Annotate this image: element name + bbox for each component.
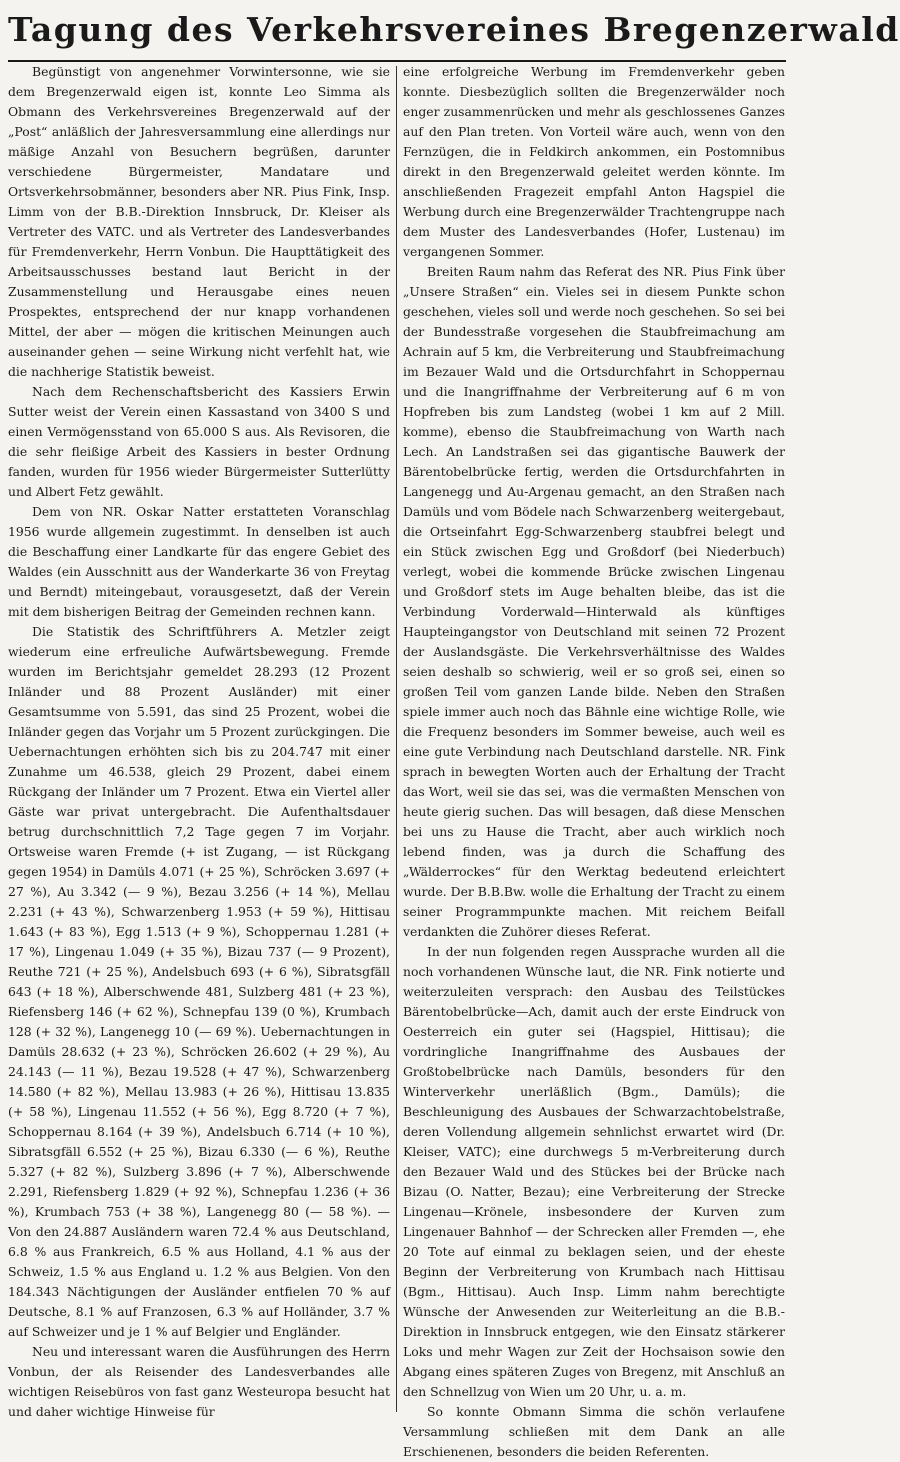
paragraph-treasurer: Nach dem Rechenschaftsbericht des Kassiers Erwin Sutter weist der Verein einen Kassastand von 3400 S und einen Vermögensstand von 65.000 S aus. Als Revisoren, die die sehr fleißige Arbeit des Kassiers in bester Ordnung fanden, wurden für 1956 wieder Bürgermeister Sutterlütty und Albert Fetz gewählt. [8,384,390,499]
paragraph-closing: So konnte Obmann Simma die schön verlaufene Versammlung schließen mit dem Dank an alle Erschienenen, besonders die beiden Referenten. [403,1404,785,1459]
paragraph-opening: Begünstigt von angenehmer Vorwintersonne, wie sie dem Bregenzerwald eigen ist, konnte Leo Simma als Obmann des Verkehrsvereines Bregenzerwald auf der „Post“ anläßlich der Jahresversammlung eine allerdings nur mäßige Anzahl von Besuchern begrüßen, darunter verschiedene Bürgermeister, Mandatare und Ortsverkehrsobmänner, besonders aber NR. Pius Fink, Insp. Limm von der B.B.-Direktion Innsbruck, Dr. Kleiser als Vertreter des VATC. und als Vertreter des Landesverbandes für Fremdenverkehr, Herrn Vonbun. Die Haupttätigkeit des Arbeitsausschusses bestand laut Bericht in der Zusammenstellung und Herausgabe eines neuen Prospektes, entsprechend der nur knapp vorhandenen Mittel, der aber — mögen die kritischen Meinungen auch auseinander gehen — seine Wirkung nicht verfehlt hat, wie die nachherige Statistik beweist. [8,64,390,379]
paragraph-budget: Dem von NR. Oskar Natter erstatteten Voranschlag 1956 wurde allgemein zugestimmt. In denselben ist auch die Beschaffung einer Landkarte für das engere Gebiet des Waldes (ein Ausschnitt aus der Wanderkarte 36 von Freytag und Berndt) miteingebaut, vorausgesetzt, daß der Verein mit dem bisherigen Beitrag der Gemeinden rechnen kann. [8,504,390,619]
article-columns [8,62,786,1459]
right-column [397,62,785,1459]
paragraph-discussion: In der nun folgenden regen Aussprache wurden all die noch vorhandenen Wünsche laut, die NR. Fink notierte und weiterzuleiten versprach: den Ausbau des Teilstückes Bärentobelbrücke—Ach, damit auch der erste Eindruck von Oesterreich ein guter sei (Hagspiel, Hittisau); die vordringliche Inangriffnahme des Ausbaues der Großtobelbrücke nach Damüls, besonders für den Winterverkehr unerläßlich (Bgm., Damüls); die Beschleunigung des Ausbaues der Schwarzachtobelstraße, deren Vollendung allgemein sehnlichst erwartet wird (Dr. Kleiser, VATC); eine durchwegs 5 m-Verbreiterung durch den Bezauer Wald und des Stückes bei der Brücke nach Bizau (O. Natter, Bezau); eine Verbreiterung der Strecke Lingenau—Krönele, insbesondere der Kurven zum Lingenauer Bahnhof — der Schrecken aller Fremden —, ehe 20 Tote auf einmal zu beklagen seien, und der eheste Beginn der Verbreiterung von Krumbach nach Hittisau (Bgm., Hittisau). Auch Insp. Limm nahm berechtigte Wünsche der Anwesenden zur Weiterleitung an die B.B.-Direktion in Innsbruck entgegen, wie den Einsatz stärkerer Loks und mehr Wagen zur Zeit der Hochsaison sowie den Abgang eines späteren Zuges von Bregenz, mit Anschluß an den Schnellzug von Wien um 20 Uhr, u. a. m. [403,944,785,1399]
paragraph-roads: Breiten Raum nahm das Referat des NR. Pius Fink über „Unsere Straßen“ ein. Vieles sei in diesem Punkte schon geschehen, vieles soll und werde noch geschehen. So sei bei der Bundesstraße vorgesehen die Staubfreimachung am Achrain auf 5 km, die Verbreiterung und Staubfreimachung im Bezauer Wald und die Ortsdurchfahrt in Schoppernau und die Inangriffnahme der Verbreiterung auf 6 m von Hopfreben bis zum Landsteg (wobei 1 km auf 2 Mill. komme), ebenso die Staubfreimachung von Warth nach Lech. An Landstraßen sei das gigantische Bauwerk der Bärentobelbrücke fertig, werden die Ortsdurchfahrten in Langenegg und Au-Argenau gemacht, an den Straßen nach Damüls und vom Bödele nach Schwarzenberg weitergebaut, die Ortseinfahrt Egg-Schwarzenberg staubfrei belegt und ein Stück zwischen Egg und Großdorf (bei Niederbuch) verlegt, wobei die kommende Brücke zwischen Lingenau und Großdorf stets im Auge behalten bleibe, das ist die Verbindung Vorderwald—Hinterwald als künftiges Haupteingangstor von Deutschland mit seinen 72 Prozent der Auslandsgäste. Die Verkehrsverhältnisse des Waldes seien deshalb so schwierig, weil er so groß sei, einen so großen Teil vom ganzen Lande bilde. Neben den Straßen spiele immer auch noch das Bähnle eine wichtige Rolle, wie die Frequenz besonders im Sommer beweise, auch weil es eine gute Verbindung nach Deutschland darstelle. NR. Fink sprach in bewegten Worten auch der Erhaltung der Tracht das Wort, weil sie das sei, was die vermaßten Menschen von heute gierig suchen. Das will besagen, daß diese Menschen bei uns zu Hause die Tracht, aber auch wirklich noch lebend finden, was ja durch die Schaffung des „Wälderrockes“ für den Werktag bedeutend erleichtert wurde. Der B.B.Bw. wolle die Erhaltung der Tracht zu einem seiner Programmpunkte machen. Mit reichem Beifall verdankten die Zuhörer dieses Referat. [403,264,785,939]
paragraph-statistics: Die Statistik des Schriftführers A. Metzler zeigt wiederum eine erfreuliche Aufwärtsbewegung. Fremde wurden im Berichtsjahr gemeldet 28.293 (12 Prozent Inländer und 88 Prozent Ausländer) mit einer Gesamtsumme von 5.591, das sind 25 Prozent, wobei die Inländer gegen das Vorjahr um 5 Prozent zurückgingen. Die Uebernachtungen erhöhten sich bis zu 204.747 mit einer Zunahme um 46.538, gleich 29 Prozent, dabei einem Rückgang der Inländer um 7 Prozent. Etwa ein Viertel aller Gäste war privat untergebracht. Die Aufenthaltsdauer betrug durchschnittlich 7,2 Tage gegen 7 im Vorjahr. Ortsweise waren Fremde (+ ist Zugang, — ist Rückgang gegen 1954) in Damüls 4.071 (+ 25 %), Schröcken 3.697 (+ 27 %), Au 3.342 (— 9 %), Bezau 3.256 (+ 14 %), Mellau 2.231 (+ 43 %), Schwarzenberg 1.953 (+ 59 %), Hittisau 1.643 (+ 83 %), Egg 1.513 (+ 9 %), Schoppernau 1.281 (+ 17 %), Lingenau 1.049 (+ 35 %), Bizau 737 (— 9 Prozent), Reuthe 721 (+ 25 %), Andelsbuch 693 (+ 6 %), Sibratsgfäll 643 (+ 18 %), Alberschwende 481, Sulzberg 481 (+ 23 %), Riefensberg 146 (+ 62 %), Schnepfau 139 (0 %), Krumbach 128 (+ 32 %), Langenegg 10 (— 69 %). Uebernachtungen in Damüls 28.632 (+ 23 %), Schröcken 26.602 (+ 29 %), Au 24.143 (— 11 %), Bezau 19.528 (+ 47 %), Schwarzenberg 14.580 (+ 82 %), Mellau 13.983 (+ 26 %), Hittisau 13.835 (+ 58 %), Lingenau 11.552 (+ 56 %), Egg 8.720 (+ 7 %), Schoppernau 8.164 (+ 39 %), Andelsbuch 6.714 (+ 10 %), Sibratsgfäll 6.552 (+ 25 %), Bizau 6.330 (— 6 %), Reuthe 5.327 (+ 82 %), Sulzberg 3.896 (+ 7 %), Alberschwende 2.291, Riefensberg 1.829 (+ 92 %), Schnepfau 1.236 (+ 36 %), Krumbach 753 (+ 38 %), Langenegg 80 (— 58 %). — Von den 24.887 Ausländern waren 72.4 % aus Deutschland, 6.8 % aus Frankreich, 6.5 % aus Holland, 4.1 % aus der Schweiz, 1.5 % aus England u. 1.2 % aus Belgien. Von den 184.343 Nächtigungen der Ausländer entfielen 70 % auf Deutsche, 8.1 % auf Franzosen, 6.3 % auf Holländer, 3.7 % auf Schweizer und je 1 % auf Belgier und Engländer. [8,624,390,1339]
paragraph-vonbun: Neu und interessant waren die Ausführungen des Herrn Vonbun, der als Reisender des Landesverbandes alle wichtigen Reisebüros von fast ganz Westeuropa besucht hat und daher wichtige Hinweise für [8,1344,390,1419]
paragraph-advertising: eine erfolgreiche Werbung im Fremdenverkehr geben konnte. Diesbezüglich sollten die Bregenzerwälder noch enger zusammenrücken und mehr als geschlossenes Ganzes auf den Plan treten. Von Vorteil wäre auch, wenn von den Fernzügen, die in Feldkirch ankommen, ein Postomnibus direkt in den Bregenzerwald geleitet werden könnte. Im anschließenden Fragezeit empfahl Anton Hagspiel die Werbung durch eine Bregenzerwälder Trachtengruppe nach dem Muster des Landesverbandes (Hofer, Lustenau) im vergangenen Sommer. [403,64,785,259]
left-column [8,62,396,1419]
article-headline: Tagung des Verkehrsvereines Bregenzerwald [8,10,900,49]
